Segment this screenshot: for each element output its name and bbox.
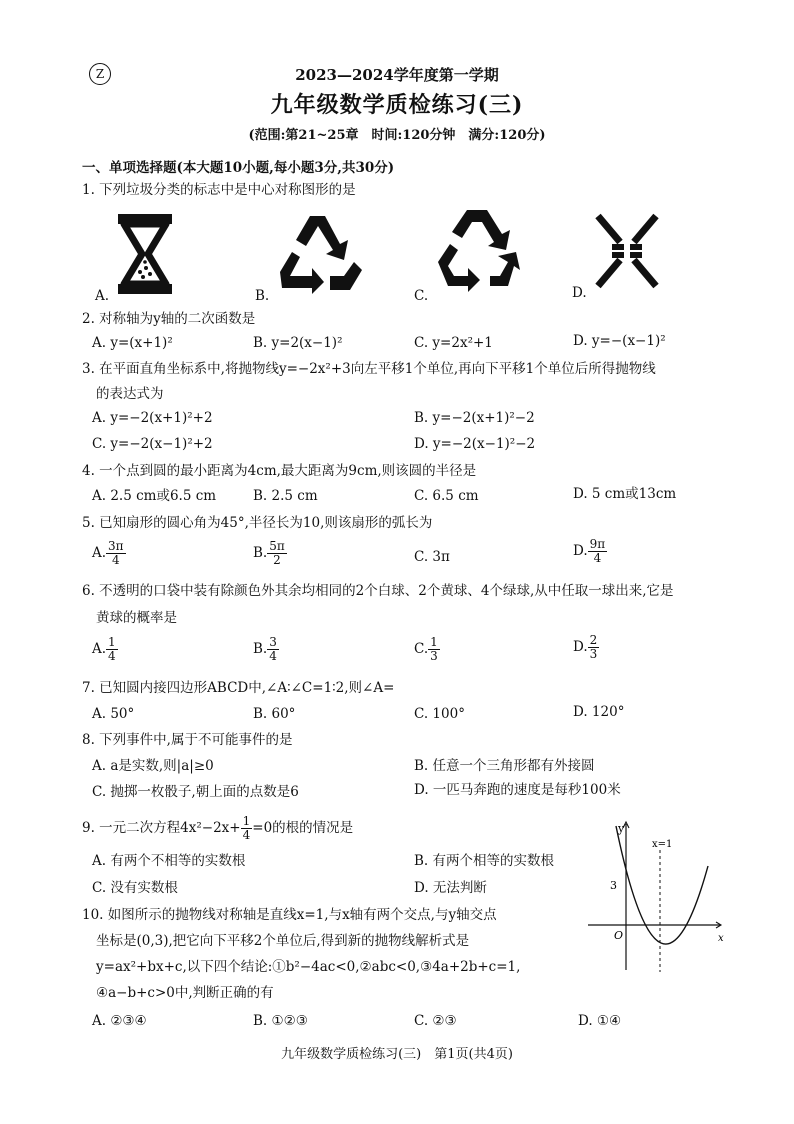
q9-option-d: D. 无法判断 — [414, 880, 487, 896]
q5-option-d — [573, 538, 607, 565]
section-heading: 一、单项选择题(本大题10小题,每小题3分,共30分) — [82, 160, 395, 176]
q8-option-b: B. 任意一个三角形都有外接圆 — [414, 758, 595, 774]
q5-option-a-label: A. — [92, 545, 107, 561]
q9-stem — [82, 815, 353, 842]
q2-stem: 2. 对称轴为y轴的二次函数是 — [82, 311, 256, 327]
q4-option-d: D. 5 cm或13cm — [573, 486, 677, 502]
q10-stem-line1: 10. 如图所示的抛物线对称轴是直线x=1,与x轴有两个交点,与y轴交点 — [82, 907, 497, 923]
q4-option-c: C. 6.5 cm — [414, 488, 479, 504]
q3-option-a: A. y=−2(x+1)²+2 — [92, 410, 213, 426]
q6-stem-line2: 黄球的概率是 — [96, 610, 177, 626]
q3-stem-line2: 的表达式为 — [96, 386, 164, 402]
q3-option-d: D. y=−2(x−1)²−2 — [414, 436, 536, 452]
fraction-numerator: 2 — [589, 633, 598, 647]
q6-option-b — [253, 636, 279, 663]
recycle-arrows-icon-c — [432, 206, 522, 298]
q10-stem-line4: ④a−b+c>0中,判断正确的有 — [96, 985, 274, 1001]
q6-option-c — [414, 636, 440, 663]
q10-option-c: C. ②③ — [414, 1013, 457, 1029]
fraction-denominator: 4 — [593, 551, 602, 565]
q1-option-a: A. — [95, 288, 110, 304]
q4-option-a: A. 2.5 cm或6.5 cm — [92, 488, 217, 504]
q7-option-a: A. 50° — [92, 706, 135, 722]
fraction-numerator: 5π — [269, 539, 285, 553]
q6-option-d-fraction — [588, 634, 600, 661]
q2-option-c: C. y=2x²+1 — [414, 335, 493, 351]
q5-option-b — [253, 540, 287, 567]
exam-meta: (范围:第21~25章 时间:120分钟 满分:120分) — [248, 128, 546, 143]
fraction-denominator: 4 — [242, 828, 251, 842]
q7-option-d: D. 120° — [573, 704, 625, 720]
q5-option-a — [92, 540, 126, 567]
q7-stem: 7. 已知圆内接四边形ABCD中,∠A∶∠C=1∶2,则∠A= — [82, 680, 395, 696]
q10-stem-line3: y=ax²+bx+c,以下四个结论:①b²−4ac<0,②abc<0,③4a+2b+c=1, — [96, 959, 521, 975]
q1-option-c: C. — [414, 288, 429, 304]
q7-option-b: B. 60° — [253, 706, 296, 722]
q8-option-d: D. 一匹马奔跑的速度是每秒100米 — [414, 782, 621, 798]
y-axis-label: y — [618, 822, 625, 835]
fraction-denominator: 3 — [430, 649, 438, 663]
q6-option-b-label: B. — [253, 641, 268, 657]
q5-stem: 5. 已知扇形的圆心角为45°,半径长为10,则该扇形的弧长为 — [82, 515, 433, 531]
q3-option-b: B. y=−2(x+1)²−2 — [414, 410, 535, 426]
q6-option-a — [92, 636, 118, 663]
q10-option-a: A. ②③④ — [92, 1013, 147, 1029]
q8-option-c: C. 抛掷一枚骰子,朝上面的点数是6 — [92, 784, 299, 800]
page-title: 九年级数学质检练习(三) — [270, 92, 524, 118]
fraction-numerator: 1 — [242, 814, 251, 828]
q5-option-c: C. 3π — [414, 549, 450, 565]
school-year-line: 2023—2024学年度第一学期 — [295, 66, 499, 84]
q10-stem-line2: 坐标是(0,3),把它向下平移2个单位后,得到新的抛物线解析式是 — [96, 933, 470, 949]
fraction-denominator: 3 — [589, 647, 598, 661]
fraction-numerator: 3 — [269, 635, 277, 649]
q6-option-b-fraction — [267, 636, 279, 663]
q9-fraction — [241, 815, 253, 842]
q4-option-b: B. 2.5 cm — [253, 488, 318, 504]
x-axis-label: x — [718, 933, 724, 944]
q8-stem: 8. 下列事件中,属于不可能事件的是 — [82, 732, 293, 748]
q9-stem-prefix: 9. 一元二次方程4x²−2x+ — [82, 820, 241, 836]
q4-stem: 4. 一个点到圆的最小距离为4cm,最大距离为9cm,则该圆的半径是 — [82, 463, 477, 479]
paper-code-letter: Z — [95, 67, 105, 81]
q2-option-a: A. y=(x+1)² — [92, 335, 173, 351]
q5-option-b-fraction — [267, 540, 287, 567]
fraction-numerator: 1 — [430, 635, 438, 649]
q6-stem-line1: 6. 不透明的口袋中装有除颜色外其余均相同的2个白球、2个黄球、4个绿球,从中任取一球出来,它是 — [82, 583, 674, 599]
fraction-denominator: 4 — [269, 649, 277, 663]
parabola-graph — [580, 814, 730, 974]
fraction-denominator: 4 — [111, 553, 120, 567]
y-intercept-label: 3 — [610, 879, 617, 892]
q6-option-d — [573, 634, 599, 661]
page-footer: 九年级数学质检练习(三) 第1页(共4页) — [281, 1047, 513, 1062]
q5-option-d-label: D. — [573, 543, 588, 559]
fraction-numerator: 3π — [108, 539, 124, 553]
q5-option-b-label: B. — [253, 545, 268, 561]
q3-stem-line1: 3. 在平面直角坐标系中,将抛物线y=−2x²+3向左平移1个单位,再向下平移1个单位后所得抛物线 — [82, 361, 656, 377]
q9-option-a: A. 有两个不相等的实数根 — [92, 853, 246, 869]
q6-option-c-label: C. — [414, 641, 429, 657]
q8-option-a: A. a是实数,则|a|≥0 — [92, 758, 214, 774]
q1-option-b: B. — [255, 288, 270, 304]
symmetry-axis-label: x=1 — [652, 839, 673, 850]
q6-option-d-label: D. — [573, 639, 588, 655]
fraction-numerator: 1 — [108, 635, 116, 649]
q1-option-d: D. — [572, 285, 587, 301]
q9-option-b: B. 有两个相等的实数根 — [414, 853, 555, 869]
q2-option-d: D. y=−(x−1)² — [573, 333, 666, 349]
recycle-triangle-icon-b — [270, 210, 365, 298]
q6-option-a-label: A. — [92, 641, 107, 657]
q6-option-c-fraction — [428, 636, 440, 663]
q9-stem-suffix: =0的根的情况是 — [252, 820, 354, 836]
q7-option-c: C. 100° — [414, 706, 465, 722]
origin-label: O — [614, 929, 624, 942]
hourglass-recycle-icon — [110, 210, 180, 298]
q5-option-d-fraction — [588, 538, 608, 565]
q2-option-b: B. y=2(x−1)² — [253, 335, 343, 351]
q10-option-b: B. ①②③ — [253, 1013, 308, 1029]
q3-option-c: C. y=−2(x−1)²+2 — [92, 436, 213, 452]
q9-option-c: C. 没有实数根 — [92, 880, 178, 896]
q1-stem: 1. 下列垃圾分类的标志中是中心对称图形的是 — [82, 182, 356, 198]
cross-arrows-icon-d — [592, 210, 662, 292]
q5-option-a-fraction — [106, 540, 126, 567]
q6-option-a-fraction — [106, 636, 118, 663]
fraction-numerator: 9π — [589, 537, 606, 551]
q10-option-d: D. ①④ — [578, 1013, 622, 1029]
fraction-denominator: 4 — [108, 649, 116, 663]
fraction-denominator: 2 — [273, 553, 281, 567]
